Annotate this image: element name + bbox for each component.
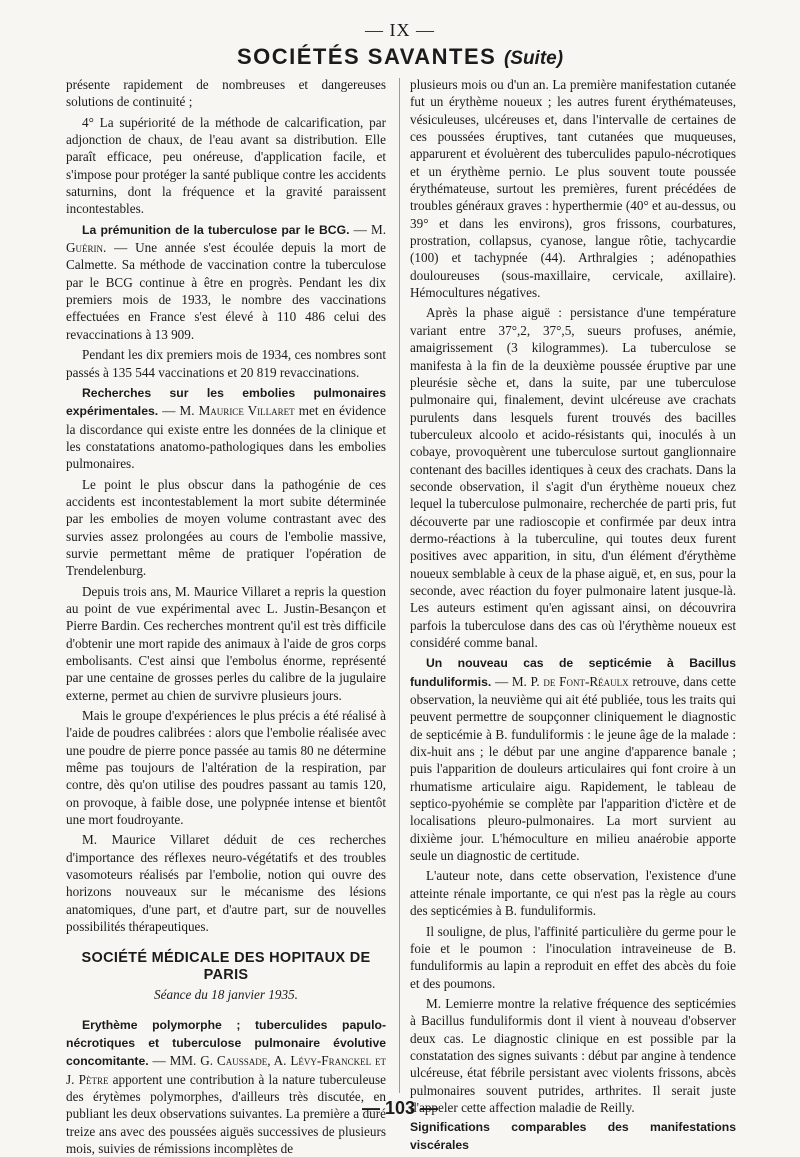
article-embolies [66, 384, 386, 473]
paragraph: Pendant les dix premiers mois de 1934, ces nombres sont passés à 135 544 vaccinations et 20 819 revaccinations. [66, 347, 386, 380]
right-column [410, 76, 737, 1152]
section-date: Séance du 18 janvier 1935. [154, 987, 298, 1003]
paragraph: L'auteur note, dans cette observation, l'existence d'une atteinte rénale importante, ce qui n'est pas la règle au cours des septicémies à B. funduliformis. [410, 868, 736, 919]
paragraph: Le point le plus obscur dans la pathogénie de ces accidents est incontestablement la mort subite déterminée par les embolies de moyen volume contrastant avec des survies assez prolongées au cours de l'embolie massive, survie permettant même de pratiquer l'opération de Trendelenburg. [66, 476, 386, 579]
paragraph: plusieurs mois ou d'un an. La première manifestation cutanée fut un érythème noueux ; les autres furent érythémateuses, vésiculeuses, ulcéreuses et, dans l'intervalle de certaines de ces poussées éruptives, tant cutanées que muqueuses, apparurent et évoluèrent des tuberculides papulo-nécrotiques et un érythème pernio. Le plus souvent toute poussée érythémateuse, surtout les premières, furent précédées de troubles généraux graves : hyperthermie (40° et au-dessus, ou 39° et dans les environs), gros frissons, courbatures, prostration, collapsus, cyanose, langue rôtie, tachycardie (100) et tachypnée (44). Arthralgies ; adénopathies douloureuses (sous-maxillaire, cervicale, axillaire). Hémocultures négatives. [410, 77, 736, 301]
section-title: SOCIÉTÉ MÉDICALE DES HOPITAUX DE PARIS [81, 949, 371, 983]
article-septicemie [410, 654, 736, 864]
paragraph: 4° La supériorité de la méthode de calcarification, par adjonction de chaux, de l'eau avant sa distribution. Elle paraît efficace, peu onéreuse, d'application facile, et s'impose pour protéger la santé publique contre les accidents saturnins, dont la fréquence et la gravité paraissent incontestables. [66, 114, 386, 217]
paragraph: M. Lemierre montre la relative fréquence des septicémies à Bacillus funduliformis dont il vient à nouveau d'observer deux cas. Le diagnostic clinique en est possible par la constatation des signes suivants : début par angine à tendence ulcéreuse, état fébrile persistant avec violents frissons, abcès pulmonaires souvent putrides, arthrites. Il serait juste d'appeler cette affection maladie de Reilly. [410, 995, 736, 1115]
paragraph: Mais le groupe d'expériences le plus précis a été réalisé à l'aide de poudres calibrées : alors que l'embolie réalisée avec une poudre de pierre ponce passée au tamis 80 ne détermine même pas toujours de l'altération de la respiration, par contre, dès qu'on utilise des poudres passant au tamis 120, on provoque, à faible dose, une polypnée intense et bientôt une mort foudroyante. [66, 708, 387, 828]
running-head-title: SOCIÉTÉS SAVANTES [236, 44, 497, 69]
article-bcg [66, 221, 386, 343]
left-column [66, 76, 387, 1156]
article-text: met en évidence la discordance qui existe entre les données de la clinique et les constatations anatomo-pathologiques dans les embolies pulmonaires. [66, 403, 386, 472]
paragraph: Il souligne, de plus, l'affinité particulière du germe pour le foie et le poumon : l'inoculation intraveineuse de B. funduliformis au lapin a reproduit en effet des abcès du foie et des poumons. [410, 923, 736, 991]
column-divider [399, 78, 400, 1093]
article-author: — M. P. de Font-Réaulx [494, 673, 629, 689]
article-text: apportent une contribution à la nature tuberculeuse des érytèmes polymorphes, d'ailleurs très discutée, en publiant les deux observations suivantes. La première a duré treize ans avec des poussées aiguës successives de plusieurs mois, suivies de rémissions incomplètes de [66, 1071, 387, 1156]
article-title: Un nouveau cas de septicémie à Bacillus funduliformis. [410, 656, 736, 689]
paragraph: Depuis trois ans, M. Maurice Villaret a repris la question au point de vue expérimental avec L. Justin-Besançon et Pierre Bardin. Ces recherches montrent qu'il est très difficile d'obtenir une mort rapide des animaux à l'aide de gros corps embolisants. C'est ainsi que l'embolus énorme, représenté par une centaine de grosses perles du calibre de la jugulaire externe, permet au chien de survivre plusieurs jours. [66, 583, 386, 703]
article-author: — M. Maurice Villaret [162, 403, 295, 419]
paragraph: Après la phase aiguë : persistance d'une température variant entre 37°,2, 37°,5, sueurs profuses, anémie, amaigrissement (3 kilogrammes). La tuberculose se manifesta à la fin de la deuxième poussée éruptive par une pleurésie sèche et, dans la suite, par une tuberculose pulmonaire qui, finalement, devint ulcéreuse ave crachats purulents dans lesquels furent trouvés des bacilles tuberculeux alcoolo et acido-résistants qui, inoculés à un cobaye, provoquèrent une tuberculose surtout ganglionnaire contenant des bacilles identiques à ceux des crachats. Dans la seconde observation, il s'agit d'un érythème noueux chez lequel la tuberculose pulmonaire, recherchée de parti pris, fut découverte par une radioscopie et confirmée par deux intra dermo-réactions à la tuberculine, qui toutes deux furent positives avec apparition, in situ, d'un élément d'érythème noueux semblable à ceux de la phase aiguë, et, en sus, pour la seconde, avec réaction du foyer pulmonaire latent jusque-là. Les auteurs estiment qu'en agissant ainsi, on découvrira parfois la tuberculose dans des cas où l'érythème noueux est considéré comme banal. [410, 305, 736, 650]
article-text: — Une année s'est écoulée depuis la mort de Calmette. Sa méthode de vaccination contre la tuberculose par le BCG continue à être en progrès. Pendant les dix premiers mois de 1933, le nombre des vaccinations effectuées en France s'est élevé à 110 486 celui des revaccinations à 13 909. [66, 240, 386, 342]
article-title: Recherches sur les embolies pulmonaires expérimentales. [66, 385, 386, 419]
page-number: — 103 — [361, 1098, 439, 1118]
running-head [0, 44, 800, 70]
article-title: Significations comparables des manifestations viscérales [410, 1120, 736, 1152]
article-title: La prémunition de la tuberculose par le BCG. [82, 222, 350, 237]
article-text: retrouve, dans cette observation, la neuvième qui ait été publiée, tous les traits qui peuvent permettre de soupçonner cliniquement le diagnostic de septicémie à B. funduliformis : le jeune âge de la malade : dix-huit ans ; le début par une angine d'apparence banale ; puis l'apparition de douleurs articulaires qui font croire à un rhumatisme articulaire aigu. Rapidement, le tableau de septico-pyohémie se complète par l'apparition d'ictère et de localisations pleuro-pulmonaires. La mort survient au dixième jour. L'hémoculture en milieu anaérobie apporte seule un diagnostic de certitude. [410, 673, 737, 864]
article-title: Erythème polymorphe ; tuberculides papulo-nécrotiques et tuberculose pulmonaire évolutive concomitante. [66, 1017, 386, 1069]
paragraph: présente rapidement de nombreuses et dangereuses solutions de continuité ; [66, 77, 386, 110]
article-author: — M. Guérin. [66, 221, 386, 256]
article-erytheme [66, 1016, 386, 1157]
roman-page-number: — IX — [365, 20, 435, 40]
article-author: — MM. G. Caussade, A. Lévy-Franckel et J. Pètre [66, 1053, 386, 1087]
running-head-suffix: (Suite) [503, 48, 564, 69]
paragraph: M. Maurice Villaret déduit de ces recherches d'importance des réflexes neuro-végétatifs et des troubles vasomoteurs réalisés par l'embolie, notion qui ouvre des horizons nouveaux sur le mécanisme des lésions anatomiques, d'une part, et d'autre part, sur de nouvelles possibilités thérapeutiques. [66, 832, 386, 935]
